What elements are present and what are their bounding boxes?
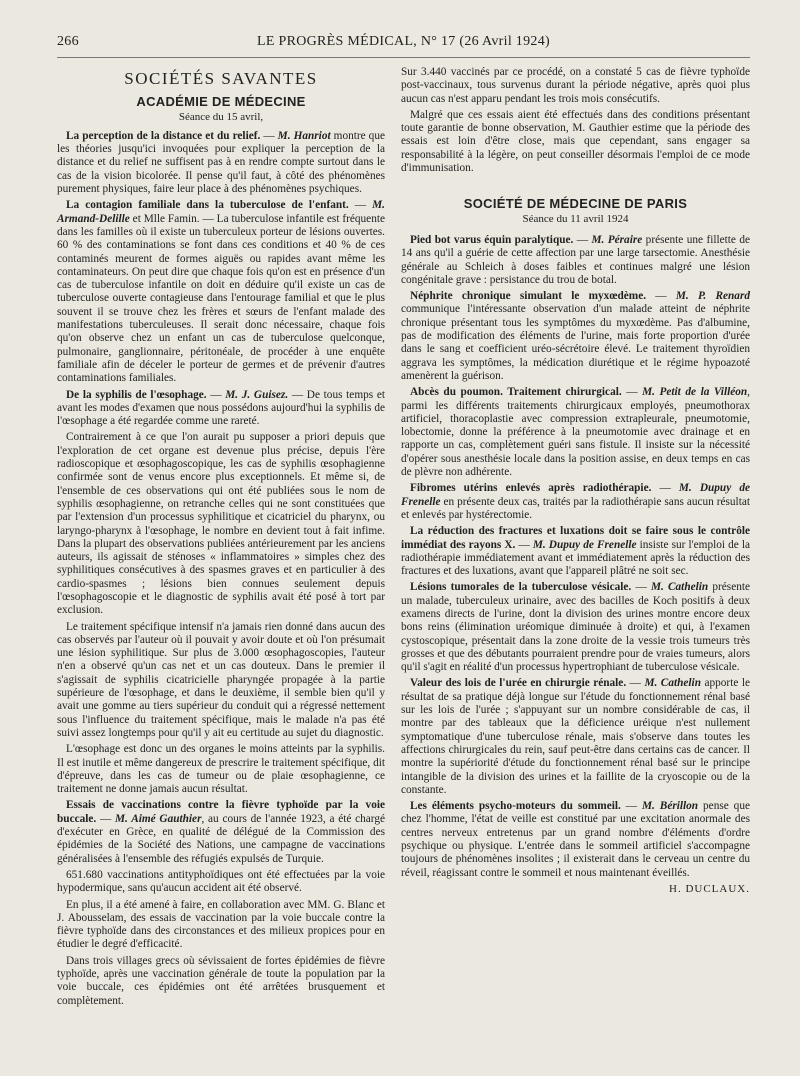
paragraph-lead: Essais de vaccinations contre la fièvre typhoïde par la voie buccale. — [57, 799, 385, 825]
paragraph-abces: Abcès du poumon. Traitement chirurgical. — M. Petit de la Villéon, parmi les différents traitements chirurgicaux employés, pneumothorax artificiel, thoracoplastie avec compression extrapleurale, pneumotomie, lobectomie, donne la préférence à la pneumotomie avec drainage et en rapporte un cas, complètement guéri sans fistule. Il insiste sur la nécessité d'opérer sous anesthésie locale dans la position assise, en deux temps en cas de plèvre non adhérente. — [401, 386, 750, 479]
paragraph-lead: Pied bot varus équin paralytique. — [410, 233, 574, 246]
academie-title: ACADÉMIE DE MÉDECINE — [136, 94, 306, 110]
paragraph-text: Sur 3.440 vaccinés par ce procédé, on a constaté 5 cas de fièvre typhoïde post-vaccinaux, tous survenus durant la période négative, après quoi plus aucun cas n'est apparu pendant les trois mois consécutifs. — [401, 66, 750, 105]
paragraph-lead: Abcès du poumon. Traitement chirurgical. — [410, 386, 622, 399]
paragraph-contagion: La contagion familiale dans la tuberculose de l'enfant. — M. Armand-Delille et Mlle Famin. — La tuberculose infantile est fréquente dans les familles où il existe un tuberculeux porteur de lésions ouvertes. 60 % des contaminations se font dans ces conditions et 40 % de ces contaminés meurent de formes aiguës ou rapides avant même les contaminateurs. On peut dire que chaque fois qu'on est en présence d'un cas de tuberculose infantile on doit en déduire qu'il existe un cas de tuberculose ouverte contagieuse dans l'entourage familial et que le plus souvent il se trouve chez les frères et sœurs de l'enfant malade des manifestations tuberculeuses. Il serait donc nécessaire, chaque fois qu'on observe chez un enfant un cas de tuberculose quelconque, pulmonaire, ganglionnaire, péritonéale, de procéder à une enquête familiale afin de déceler le porteur de germes et de prévenir d'autres contaminations familiales. — [57, 199, 385, 385]
paragraph-syphilis: De la syphilis de l'œsophage. — M. J. Guisez. — De tous temps et avant les modes d'examen que nous possédons aujourd'hui la syphilis de l'œsophage a été regardée comme une rareté. — [57, 388, 385, 428]
paragraph-lead: Les éléments psycho-moteurs du sommeil. — [410, 800, 621, 813]
speaker-name: M. Bérillon — [642, 800, 699, 813]
paragraph-text: montre que les théories jusqu'ici invoquées pour expliquer la perception de la distance et du relief ne suffisent pas à en rendre compte surtout dans le cas de la vision bicolorée. Il pense qu'il faut, à côté des phénomènes purement physiques, faire leur place à des phénomènes psychiques. — [57, 129, 385, 196]
paragraph-text: Le traitement spécifique intensif n'a jamais rien donné dans aucun des cas observés par l'auteur où il pouvait y avoir doute et où l'on présumait une lésion syphilitique. Sur plus de 3.000 œsophagoscopies, l'auteur n'en a observé qu'un cas net et un cas douteux. Dans le premier il s'agissait de syphilis cicatricielle pharyngée propagée à la partie supérieure de l'œsophage, et dans le deuxième, il semble bien qu'il y avait une gomme au tiers supérieur du conduit qui a régressé nettement sous l'influence du traitement spécifique, mais le malade n'a pas été suivi assez longtemps pour qu'il y ait eu certitude au sujet du diagnostic. — [57, 620, 385, 739]
paragraph-text: Contrairement à ce que l'on aurait pu supposer a priori depuis que l'exploration de cet organe est devenue plus précise, depuis l'ère radioscopique et œsophagoscopique, les cas de syphilis œsophagienne confirmée sont de venus encore plus exceptionnels. Et même si, de l'ensemble de ces observations qui ont été publiées sous le nom de syphilis œsophagienne, on retranche celles qui ne sont constituées que par l'extension d'un processus syphilitique et cicatriciel du pharynx, ou laryngo-pharynx à l'œsophage, le nombre en devient tout à fait infime. Dans la plupart des observations publiées antérieurement par les anciens auteurs, ils agissait de sténoses « inflammatoires » simples chez des syphilitiques consécutives à des spasmes graves et en particulier à des cardio-spasmes ; lésions bien connues seulement depuis l'œsophagoscopie et le diagnostic de syphilis avait été posé à tort par exclusion. — [57, 431, 385, 617]
paragraph-vaccinations: Essais de vaccinations contre la fièvre typhoïde par la voie buccale. — M. Aimé Gauthier, au cours de l'année 1923, a été chargé d'exécuter en Grèce, en qualité de délégué de la Commission des épidémies de la Société des Nations, une campagne de vaccinations généralisées à l'ensemble des réfugiés expulsés de Turquie. — [57, 799, 385, 865]
paragraph-perception: La perception de la distance et du relief. — M. Hanriot montre que les théories jusqu'ici invoquées pour expliquer la perception de la distance et du relief ne suffisent pas à en rendre compte surtout dans le cas de la vision bicolorée. Il pense qu'il faut, à côté des phénomènes purement physiques, faire leur place à des phénomènes psychiques. — [57, 129, 385, 196]
academie-session-date: Séance du 15 avril, — [178, 110, 264, 123]
paragraph-lead: La perception de la distance et du relief. — [66, 129, 261, 142]
paragraph-fibromes: Fibromes utérins enlevés après radiothérapie. — M. Dupuy de Frenelle en présente deux cas, traités par la radiothérapie sans aucun résultat et enlevés par hystérectomie. — [401, 482, 750, 521]
paragraph-lead: Valeur des lois de l'urée en chirurgie rénale. — [410, 677, 627, 690]
speaker-name: M. J. Guisez. — [225, 388, 289, 401]
paragraph-lead: Lésions tumorales de la tuberculose vésicale. — [410, 581, 632, 594]
paragraph-lead: La réduction des fractures et luxations doit se faire sous le contrôle immédiat des rayons X. — [401, 525, 750, 551]
paragraph-lead: La contagion familiale dans la tuberculose de l'enfant. — [66, 199, 349, 212]
paragraph-text: pense que chez l'homme, l'état de veille est constitué par une excitation anormale des centres nerveux entretenus par un grand nombre d'éléments d'ordre psychique ou physique. L'entrée dans le sommeil artificiel s'accompagne toujours de phénomènes insolites ; il existerait dans le cerveau un centre du réveil, réagissant contre le sommeil et nous maintenant éveillés. — [401, 800, 750, 879]
speaker-name: M. Petit de la Villéon — [642, 386, 748, 399]
paragraph-tuberculose-vesicale: Lésions tumorales de la tuberculose vésicale. — M. Cathelin présente un malade, tuberculeux urinaire, avec des bacilles de Koch positifs à deux examens directs de l'urine, dont la division des urines montre encore deux bons reins (élimination uréomique diminuée à droite) et qui, à l'examen cystoscopique, présentait dans la zone droite de la vessie trois tumeurs très grosses et que des débutants pourraient prendre pour de vraies tumeurs, alors qu'il s'agit en réalité d'un processus hypertrophiant de tuberculose vésicale. — [401, 581, 751, 674]
smp-session-date: Séance du 11 avril 1924 — [522, 212, 629, 225]
paragraph-text: insiste sur l'emploi de la radiothérapie immédiatement avant et immédiatement après la réduction des fractures et des luxations, avant que l'appareil plâtré ne soit sec. — [401, 538, 750, 578]
section-title: SOCIÉTÉS SAVANTES — [124, 69, 318, 88]
paragraph-lead: Fibromes utérins enlevés après radiothérapie. — [410, 482, 652, 495]
paragraph-text: 651.680 vaccinations antityphoïdiques ont été effectuées par la voie hypodermique, sans qu'aucun accident ait été observé. — [57, 868, 385, 895]
paragraph-fractures: La réduction des fractures et luxations doit se faire sous le contrôle immédiat des rayons X. — M. Dupuy de Frenelle insiste sur l'emploi de la radiothérapie immédiatement avant et immédiatement après la réduction des fractures et des luxations, avant que l'appareil plâtré ne soit sec. — [401, 525, 750, 578]
running-head — [57, 34, 750, 54]
paragraph-nephrite: Néphrite chronique simulant le myxœdème. — M. P. Renard communique l'intéressante observation d'un malade atteint de néphrite chronique présentant tous les symptômes du myxœdème. Pas d'albumine, pas de modification des éléments de l'urine, mais forte proportion d'urée dans le sang et coefficient uréo-sécrétoire élevé. Le traitement thyroïdien aggrava les symptômes, la médication diurétique et le régime hypoazoté amenèrent la guérison. — [401, 290, 750, 382]
speaker-name: M. Dupuy de Frenelle — [401, 482, 750, 508]
author-signature: H. DUCLAUX. — [669, 882, 750, 895]
paragraph-text: apporte le résultat de sa pratique déjà longue sur l'étude du fonctionnement rénal basé sur les lois de l'urée ; s'appuyant sur un nombre considérable de cas, il montre par des tableaux que la déficience uréique n'est nullement symptomatique d'une tuberculose rénale, mais s'observe dans toutes les affections chirurgicales du rein, sauf peut-être dans certains cas de cancer. Il montre la supériorité d'étude du fonctionnement rénal basé sur le principe intangible de la division des urines et la faillite de la cryoscopie ou de la constante. — [401, 677, 750, 796]
paragraph-text: et Mlle Famin. — La tuberculose infantile est fréquente dans les familles où il existe un tuberculeux porteur de lésions ouvertes. 60 % des contaminations se font dans ces conditions et 40 % de ces contaminés meurent de formes aiguës ou rapides avant même les contaminateurs. On peut dire que chaque fois qu'on est en présence d'un cas de tuberculose infantile on doit en déduire qu'il existe un cas de tuberculose ouverte contagieuse dans l'entourage familial et que le plus souvent il se trouve chez les frères et sœurs de l'enfant malade des manifestations tuberculeuses. Il serait donc nécessaire, chaque fois qu'on observe chez un enfant un cas de tuberculose quelconque, pulmonaire, ganglionnaire, péritonéale, de procéder à une enquête familiale afin de déceler le porteur de germes et de prévenir d'autres contaminations familiales. — [57, 212, 385, 385]
paragraph-text: présente un malade, tuberculeux urinaire, avec des bacilles de Koch positifs à deux examens directs de l'urine, dont la division des urines montre encore deux bons reins (élimination uréomique diminuée à droite) et qui, à l'examen cystoscopique, présentait dans la zone droite de la vessie trois tumeurs très grosses et que des débutants pourraient prendre pour de vraies tumeurs, alors qu'il s'agit en réalité d'un processus hypertrophiant de tuberculose vésicale. — [401, 581, 751, 674]
paragraph-text: Malgré que ces essais aient été effectués dans des conditions présentant toute garantie de bonne observation, M. Gauthier estime que la période des essais est loin d'être close, mais que cependant, sans engager sa responsabilité à la légère, on peut conseiller désormais l'emploi de ce mode d'immunisation. — [401, 108, 750, 175]
speaker-name: M. Dupuy de Frenelle — [532, 538, 637, 551]
smp-title: SOCIÉTÉ DE MÉDECINE DE PARIS — [463, 196, 688, 212]
paragraph-sommeil: Les éléments psycho-moteurs du sommeil. — M. Bérillon pense que chez l'homme, l'état de veille est constitué par une excitation anormale des centres nerveux entretenus par un grand nombre d'éléments d'ordre psychique ou physique. L'entrée dans le sommeil artificiel s'accompagne toujours de phénomènes insolites ; il existerait dans le cerveau un centre du réveil, réagissant contre le sommeil et nous maintenant éveillés. — [401, 800, 750, 879]
paragraph-text: — De tous temps et avant les modes d'examen que nous possédons aujourd'hui la syphilis de l'œsophage a été regardée comme une rareté. — [57, 388, 385, 428]
page-number: 266 — [57, 34, 79, 49]
speaker-name: M. Cathelin — [644, 677, 701, 690]
header-rule — [57, 57, 750, 58]
left-column — [57, 66, 385, 1011]
speaker-name: M. Péraire — [591, 233, 643, 246]
paragraph-pied-bot: Pied bot varus équin paralytique. — M. Péraire présente une fillette de 14 ans qu'il a guérie de cette affection par une large tarsectomie. Anesthésie générale au Schleich à doses faibles et continues malgré une lésion congénitale grave : persistance du trou de botal. — [401, 233, 750, 286]
paragraph-uree: Valeur des lois de l'urée en chirurgie rénale. — M. Cathelin apporte le résultat de sa pratique déjà longue sur l'étude du fonctionnement rénal basé sur les lois de l'urée ; s'appuyant sur un nombre considérable de cas, il montre par des tableaux que la déficience uréique n'est nullement symptomatique d'une tuberculose rénale, mais s'observe dans toutes les affections chirurgicales du rein, sauf peut-être dans certains cas de cancer. Il montre la supériorité d'étude du fonctionnement rénal basé sur le principe intangible de la division des urines et la faillite de la cryoscopie ou de la constante. — [401, 677, 750, 796]
right-column — [401, 66, 750, 896]
paragraph-lead: De la syphilis de l'œsophage. — [66, 388, 207, 401]
speaker-name: M. Aimé Gauthier — [115, 812, 202, 825]
paragraph-text: Dans trois villages grecs où sévissaient de fortes épidémies de fièvre typhoïde, après une vaccination générale de toute la population par la voie buccale, ces épidémies ont été arrêtées brusquement et complètement. — [57, 954, 385, 1007]
paragraph-text: En plus, il a été amené à faire, en collaboration avec MM. G. Blanc et J. Abousselam, des essais de vaccination par la voie buccale contre la fièvre typhoïde dans des circonstances et des milieux propices pour en étudier le degré d'efficacité. — [57, 898, 385, 951]
paragraph-text: , au cours de l'année 1923, a été chargé d'exécuter en Grèce, en qualité de délégué de la Commission des épidémies de la Société des Nations, une campagne de vaccinations généralisées à l'ensemble des réfugiés expulsés de Turquie. — [57, 812, 385, 865]
paragraph-text: en présente deux cas, traités par la radiothérapie sans aucun résultat et enlevés par hystérectomie. — [401, 495, 750, 521]
paragraph-text: L'œsophage est donc un des organes le moins atteints par la syphilis. Il est inutile et même dangereux de prescrire le traitement spécifique, dit d'épreuve, dans les cas de tumeur ou de plaie œsophagienne, ce traitement ne donne jamais aucun résultat. — [57, 743, 385, 796]
speaker-name: M. P. Renard — [675, 290, 750, 303]
paragraph-text: , parmi les différents traitements chirurgicaux employés, pneumothorax artificiel, thoracoplastie avec compression extrapleurale, pneumotomie, lobectomie, donne la préférence à la pneumotomie avec drainage et en rapporte un cas, complètement guéri sans fistule. Il insiste sur la nécessité d'opérer sous anesthésie locale dans la position assise, en deux temps en cas de plèvre non adhérente. — [401, 386, 750, 479]
paragraph-lead: Néphrite chronique simulant le myxœdème. — [410, 290, 647, 303]
paragraph-text: communique l'intéressante observation d'un malade atteint de néphrite chronique présentant tous les symptômes du myxœdème. Pas d'albumine, pas de modification des éléments de l'urine, mais forte proportion d'urée dans le sang et coefficient uréo-sécrétoire élevé. Le traitement thyroïdien aggrava les symptômes, la médication diurétique et le régime hypoazoté amenèrent la guérison. — [401, 303, 750, 382]
paragraph-text: présente une fillette de 14 ans qu'il a guérie de cette affection par une large tarsectomie. Anesthésie générale au Schleich à doses faibles et continues malgré une lésion congénitale grave : persistance du trou de botal. — [401, 233, 750, 286]
speaker-name: M. Cathelin — [650, 581, 709, 594]
speaker-name: M. Armand-Delille — [57, 199, 385, 225]
speaker-name: M. Hanriot — [277, 129, 331, 142]
journal-title: LE PROGRÈS MÉDICAL, N° 17 (26 Avril 1924) — [257, 34, 550, 49]
